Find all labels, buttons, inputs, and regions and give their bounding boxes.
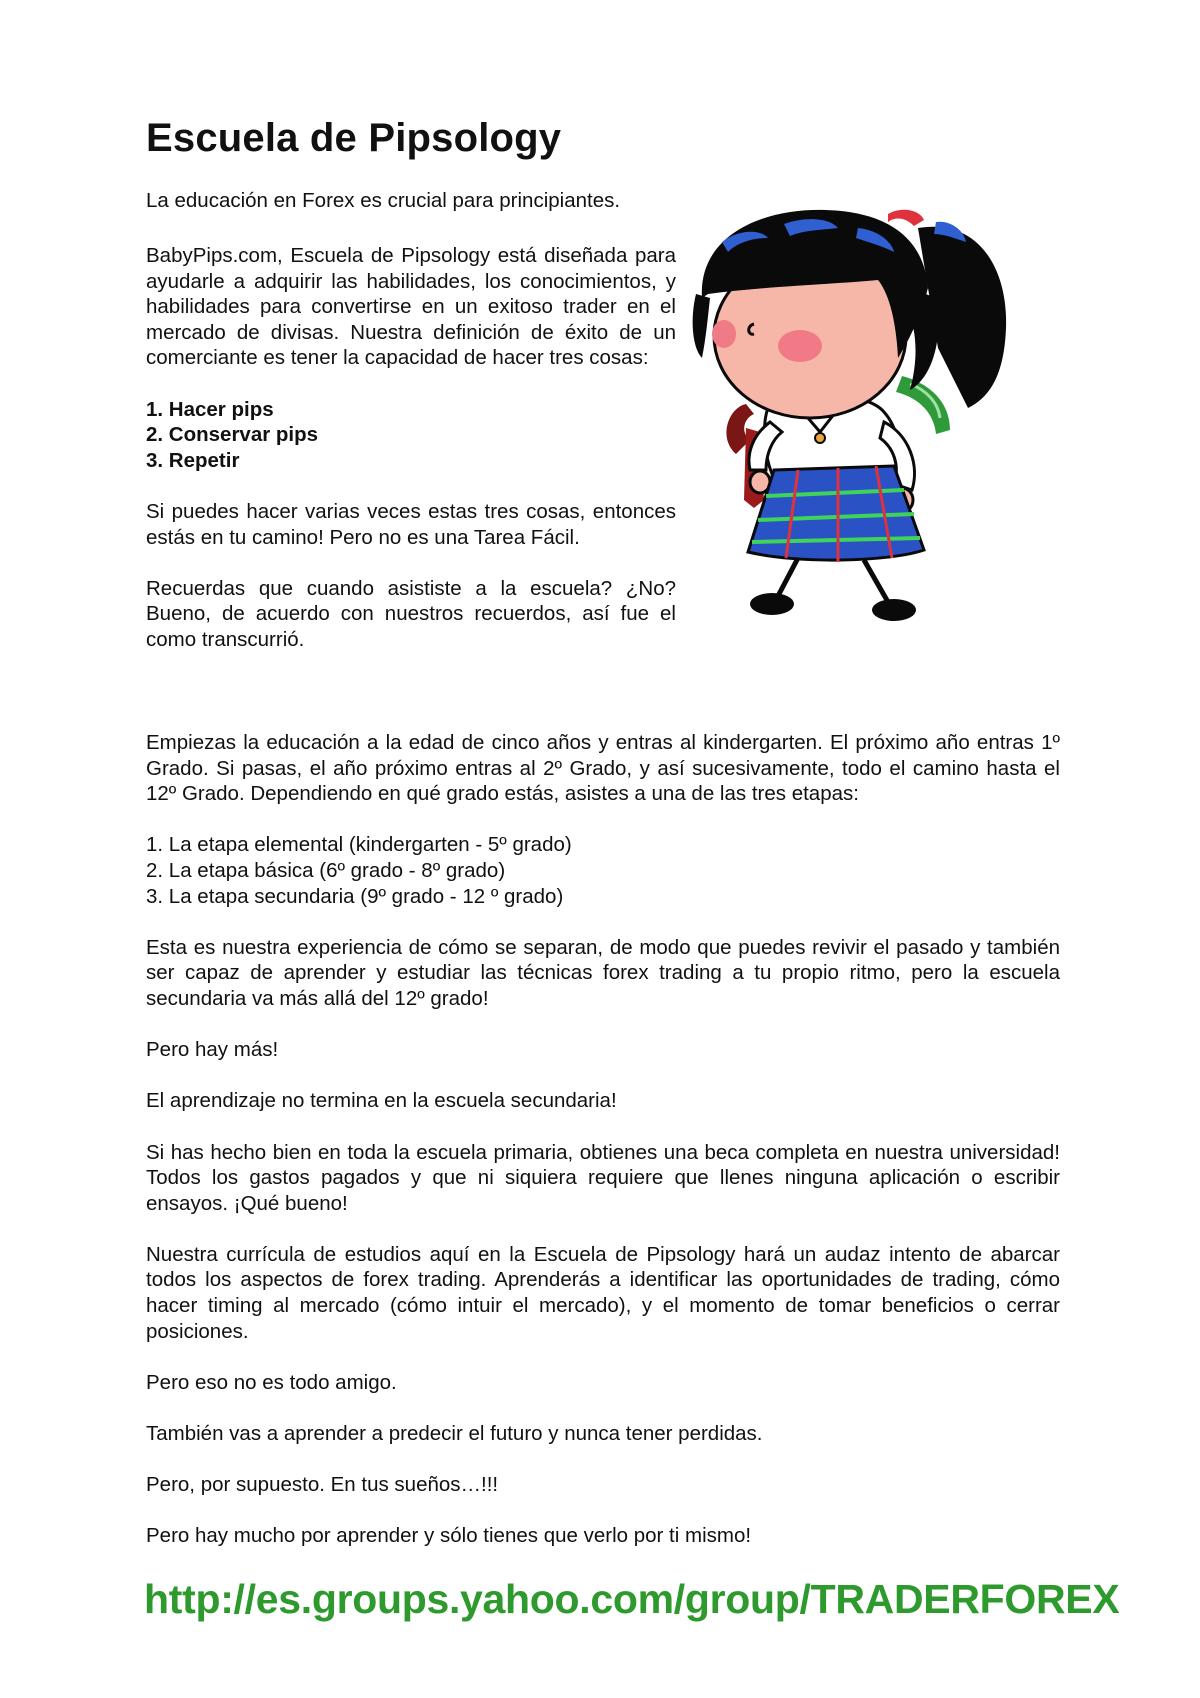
list-item: 1. Hacer pips bbox=[146, 397, 274, 421]
intro-text: La educación en Forex es crucial para principiantes. bbox=[146, 189, 621, 212]
page-title: Escuela de Pipsology bbox=[146, 116, 562, 160]
stages-list bbox=[146, 832, 1060, 909]
list-item: 3. La etapa secundaria (9º grado - 12 º grado) bbox=[146, 884, 564, 908]
paragraph: Si has hecho bien en toda la escuela primaria, obtienes una beca completa en nuestra universidad! Todos los gastos pagados y que ni siquiera requiere que llenes ninguna aplicación o escribir ensayos. ¡Qué bueno! bbox=[146, 1140, 1060, 1215]
schoolgirl-illustration bbox=[688, 208, 1044, 668]
paragraph: Esta es nuestra experiencia de cómo se separan, de modo que puedes revivir el pasado y también ser capaz de aprender y estudiar las técnicas forex trading a tu propio ritmo, pero la escuela secundaria va más allá del 12º grado! bbox=[146, 935, 1060, 1010]
steps-list bbox=[146, 397, 676, 474]
footer-url-link[interactable]: http://es.groups.yahoo.com/group/TRADERFOREX bbox=[144, 1576, 1120, 1622]
main-body bbox=[146, 730, 1060, 1549]
list-item: 1. La etapa elemental (kindergarten - 5º grado) bbox=[146, 833, 572, 857]
paragraph: Nuestra currícula de estudios aquí en la Escuela de Pipsology hará un audaz intento de abarcar todos los aspectos de forex trading. Aprenderás a identificar las oportunidades de trading, cómo hacer timing al mercado (cómo intuir el mercado), y el momento de tomar beneficios o cerrar posiciones. bbox=[146, 1242, 1060, 1343]
paragraph: Pero eso no es todo amigo. bbox=[146, 1370, 397, 1394]
paragraph: BabyPips.com, Escuela de Pipsology está diseñada para ayudarle a adquirir las habilidades, los conocimientos, y habilidades para convertirse en un exitoso trader en el mercado de divisas. Nuestra definición de éxito de un comerciante es tener la capacidad de hacer tres cosas: bbox=[146, 244, 676, 370]
paragraph: Recuerdas que cuando asististe a la escuela? ¿No? Bueno, de acuerdo con nuestros recuerdos, así fue el como transcurrió. bbox=[146, 576, 676, 651]
paragraph: Empiezas la educación a la edad de cinco años y entras al kindergarten. El próximo año entras 1º Grado. Si pasas, el año próximo entras al 2º Grado, y así sucesivamente, todo el camino hasta el 12º Grado. Dependiendo en qué grado estás, asistes a una de las tres etapas: bbox=[146, 731, 1060, 806]
paragraph: Si puedes hacer varias veces estas tres cosas, entonces estás en tu camino! Pero no es una Tarea Fácil. bbox=[146, 499, 676, 549]
list-item: 3. Repetir bbox=[146, 448, 240, 472]
list-item: 2. Conservar pips bbox=[146, 423, 319, 447]
paragraph: El aprendizaje no termina en la escuela secundaria! bbox=[146, 1089, 617, 1113]
paragraph: También vas a aprender a predecir el futuro y nunca tener perdidas. bbox=[146, 1422, 763, 1446]
list-item: 2. La etapa básica (6º grado - 8º grado) bbox=[146, 858, 506, 882]
paragraph: Pero hay mucho por aprender y sólo tienes que verlo por ti mismo! bbox=[146, 1524, 752, 1548]
paragraph: Pero hay más! bbox=[146, 1038, 279, 1062]
paragraph: Pero, por supuesto. En tus sueños…!!! bbox=[146, 1473, 499, 1497]
left-column bbox=[146, 243, 676, 678]
